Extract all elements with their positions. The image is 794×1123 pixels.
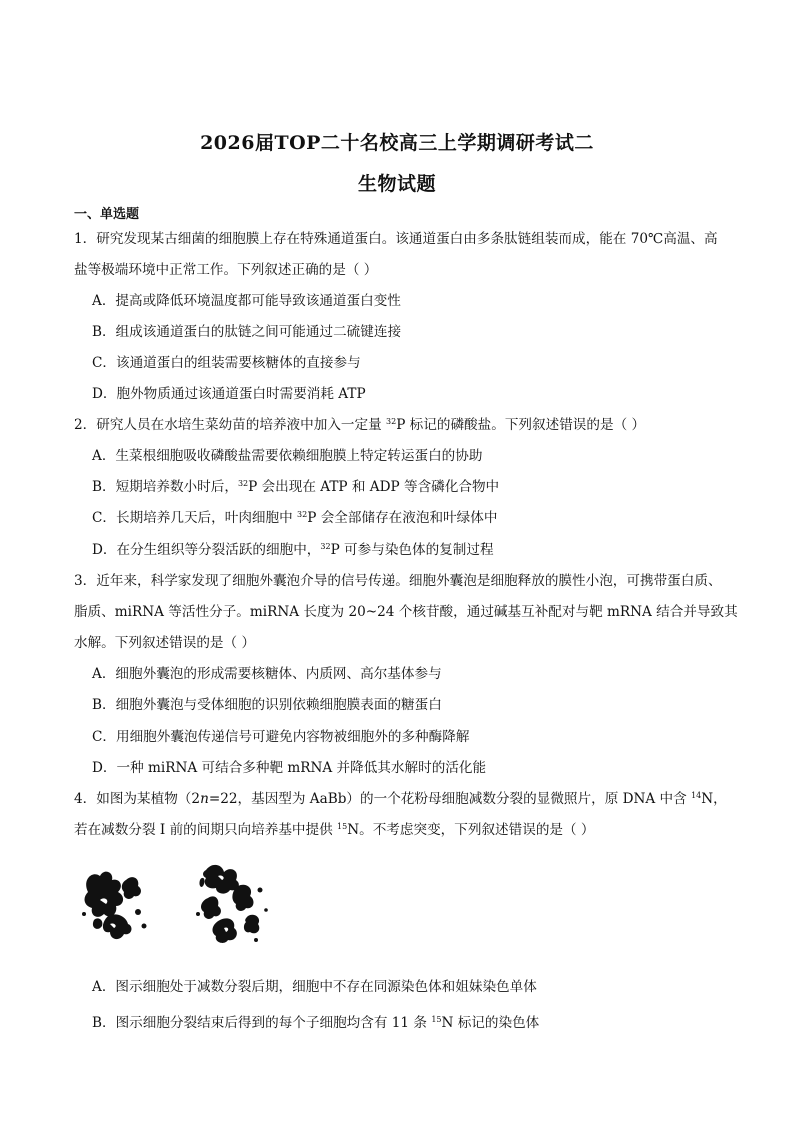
q3-option-d: D．一种 miRNA 可结合多种靶 mRNA 并降低其水解时的活化能 <box>92 760 487 776</box>
isotope-32-superscript: 32 <box>237 479 249 488</box>
isotope-32-superscript: 32 <box>320 542 331 551</box>
q2-option-c <box>92 508 497 528</box>
q2-option-b <box>92 477 499 497</box>
q2-option-b-post: P 会出现在 ATP 和 ADP 等含磷化合物中 <box>248 479 500 495</box>
q2-option-c-post: P 会全部储存在液泡和叶绿体中 <box>307 510 498 526</box>
q4-stem2-pre: 若在减数分裂 I 前的间期只向培养基中提供 <box>74 822 338 838</box>
q2-option-d-pre: D．在分生组织等分裂活跃的细胞中， <box>92 542 321 558</box>
isotope-14-superscript: 14 <box>691 791 702 800</box>
q4-stem-line1 <box>74 789 727 809</box>
q4-stem1-n: n <box>200 791 209 807</box>
q2-option-d-post: P 可参与染色体的复制过程 <box>330 542 494 558</box>
subject-title: 生物试题 <box>357 173 436 195</box>
chromosome-cluster-left <box>82 872 147 939</box>
q3-option-c: C．用细胞外囊泡传递信号可避免内容物被细胞外的多种酶降解 <box>92 729 470 745</box>
q2-option-c-pre: C．长期培养几天后，叶肉细胞中 <box>92 510 298 526</box>
q1-stem-line2: 盐等极端环境中正常工作。下列叙述正确的是（ ） <box>74 262 378 278</box>
q1-stem-line1: 1．研究发现某古细菌的细胞膜上存在特殊通道蛋白。该通道蛋白由多条肽链组装而成，能在 70℃高温、高 <box>74 231 718 247</box>
isotope-15-superscript: 15 <box>431 1015 442 1024</box>
meiosis-micrograph <box>70 850 300 950</box>
q3-stem-line1: 3．近年来，科学家发现了细胞外囊泡介导的信号传递。细胞外囊泡是细胞释放的膜性小泡，可携带蛋白质、 <box>74 573 722 589</box>
q3-option-b: B．细胞外囊泡与受体细胞的识别依赖细胞膜表面的糖蛋白 <box>92 697 442 713</box>
q1-option-a: A．提高或降低环境温度都可能导致该通道蛋白变性 <box>92 293 401 309</box>
q4-stem1-post: N， <box>701 791 727 807</box>
exam-title: 2026届TOP二十名校高三上学期调研考试二 <box>200 132 594 154</box>
q4-stem1-pre: 4．如图为某植物（2 <box>74 791 201 807</box>
q2-stem-pre: 2．研究人员在水培生菜幼苗的培养液中加入一定量 <box>74 417 387 433</box>
q4-stem2-post: N。不考虑突变，下列叙述错误的是（ ） <box>347 822 595 838</box>
q1-option-c: C．该通道蛋白的组装需要核糖体的直接参与 <box>92 355 361 371</box>
q3-stem-line2: 脂质、miRNA 等活性分子。miRNA 长度为 20~24 个核苷酸，通过碱基互补配对与靶 mRNA 结合并导致其 <box>74 604 738 620</box>
q1-option-b: B．组成该通道蛋白的肽链之间可能通过二硫键连接 <box>92 324 402 340</box>
q4-option-a: A．图示细胞处于减数分裂后期，细胞中不存在同源染色体和姐妹染色单体 <box>92 979 537 995</box>
q2-stem-post: P 标记的磷酸盐。下列叙述错误的是（ ） <box>396 417 646 433</box>
isotope-32-superscript: 32 <box>297 510 308 519</box>
q3-stem-line3: 水解。下列叙述错误的是（ ） <box>74 635 256 651</box>
q4-option-b-pre: B．图示细胞分裂结束后得到的每个子细胞均含有 11 条 <box>92 1015 432 1031</box>
q4-option-b-post: N 标记的染色体 <box>441 1015 540 1031</box>
chromosome-cluster-right <box>196 865 268 943</box>
q2-stem <box>74 415 645 435</box>
isotope-15-superscript: 15 <box>337 822 348 831</box>
isotope-32-superscript: 32 <box>386 417 397 426</box>
q2-option-b-pre: B．短期培养数小时后， <box>92 479 238 495</box>
q3-option-a: A．细胞外囊泡的形成需要核糖体、内质网、高尔基体参与 <box>92 666 442 682</box>
q1-option-d: D．胞外物质通过该通道蛋白时需要消耗 ATP <box>92 386 366 402</box>
q2-option-d <box>92 540 494 560</box>
q4-stem-line2 <box>74 820 595 840</box>
q2-option-a: A．生菜根细胞吸收磷酸盐需要依赖细胞膜上特定转运蛋白的协助 <box>92 448 483 464</box>
q4-option-b <box>92 1013 539 1033</box>
q4-stem1-mid: =22，基因型为 AaBb）的一个花粉母细胞减数分裂的显微照片，原 DNA 中含 <box>208 791 692 807</box>
section-heading: 一、单选题 <box>74 207 140 222</box>
